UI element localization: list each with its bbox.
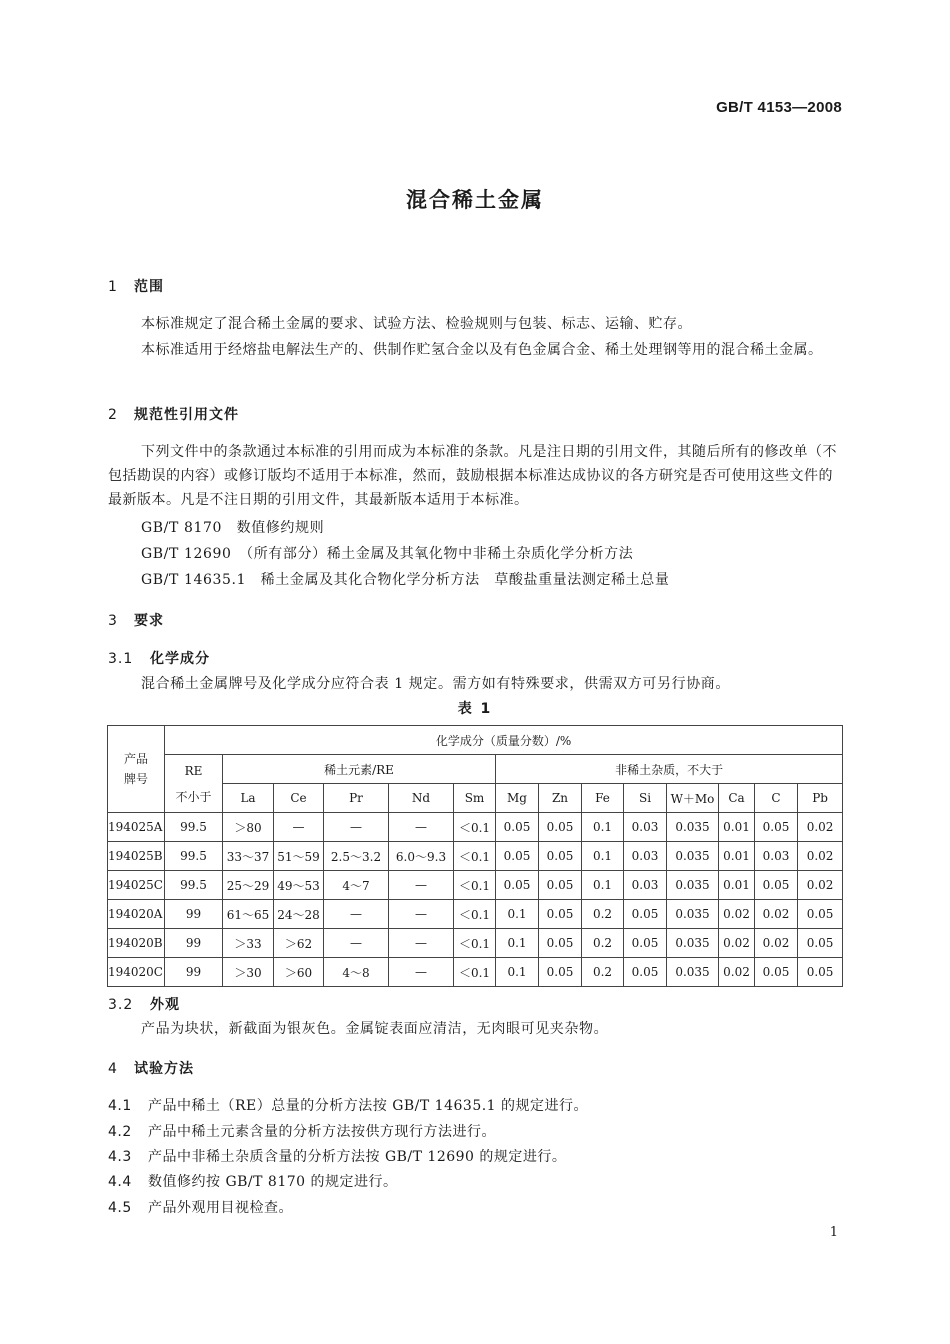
section-number: 3 [108,613,118,629]
value-cell: 0.035 [667,958,719,987]
subsection-title: 外观 [150,997,180,1013]
value-cell: 0.035 [667,929,719,958]
value-cell: 25～29 [223,871,274,900]
subsection-3-2-paragraph: 产品为块状，新截面为银灰色。金属锭表面应清洁，无肉眼可见夹杂物。 [141,1021,609,1037]
value-cell: ＜0.1 [454,842,496,871]
grade-cell: 194020A [108,900,165,929]
value-cell: ＞62 [274,929,324,958]
value-cell: ＜0.1 [454,958,496,987]
section-1-paragraph-1: 本标准规定了混合稀土金属的要求、试验方法、检验规则与包装、标志、运输、贮存。 [141,316,692,332]
value-cell: 0.02 [798,871,843,900]
value-cell: 0.05 [539,929,582,958]
value-cell: 0.05 [496,842,539,871]
page-number: 1 [829,1225,838,1240]
value-cell: — [324,900,389,929]
item-4-4 [108,1171,398,1191]
grade-cell: 194020C [108,958,165,987]
item-text: 产品中稀土（RE）总量的分析方法按 GB/T 14635.1 的规定进行。 [148,1098,589,1114]
column-header: Ce [274,784,324,813]
section-title: 规范性引用文件 [134,407,239,423]
chemical-composition-table [107,725,843,987]
value-cell: 0.02 [719,900,755,929]
value-cell: 6.0～9.3 [389,842,454,871]
section-2-paragraph: 下列文件中的条款通过本标准的引用而成为本标准的条款。凡是注日期的引用文件，其随后所有的修改单（不包括勘误的内容）或修订版均不适用于本标准，然而，鼓励根据本标准达成协议的各方研究是否可使用这些文件的最新版本。凡是不注日期的引用文件，其最新版本适用于本标准。 [108,444,837,508]
column-header: Zn [539,784,582,813]
value-cell: 0.05 [798,958,843,987]
value-cell: — [389,958,454,987]
item-4-1 [108,1095,588,1115]
value-cell: 0.1 [496,958,539,987]
value-cell: 24～28 [274,900,324,929]
value-cell: 0.05 [755,871,798,900]
value-cell: ＞60 [274,958,324,987]
value-cell: 33～37 [223,842,274,871]
value-cell: 0.05 [496,871,539,900]
value-cell: 49～53 [274,871,324,900]
reference-gbt-14635-1: GB/T 14635.1 稀土金属及其化合物化学分析方法 草酸盐重量法测定稀土总量 [141,572,670,588]
value-cell: 0.01 [719,813,755,842]
value-cell: 4～7 [324,871,389,900]
table-caption: 表 1 [457,701,493,717]
column-header: Mg [496,784,539,813]
value-cell: — [389,900,454,929]
reference-gbt-12690: GB/T 12690 （所有部分）稀土金属及其氧化物中非稀土杂质化学分析方法 [141,546,634,562]
value-cell: 0.02 [755,900,798,929]
value-cell: — [389,813,454,842]
item-text: 数值修约按 GB/T 8170 的规定进行。 [148,1174,398,1190]
value-cell: 0.1 [496,929,539,958]
subsection-number: 3.1 [108,651,134,667]
value-cell: ＜0.1 [454,900,496,929]
subsection-3-1-heading [108,648,210,668]
table-row [108,929,843,958]
value-cell: 0.05 [624,929,667,958]
value-cell: 0.03 [755,842,798,871]
section-title: 范围 [134,279,164,295]
subsection-3-1-paragraph: 混合稀土金属牌号及化学成分应符合表 1 规定。需方如有特殊要求，供需双方可另行协商。 [141,676,731,692]
value-cell: 0.01 [719,871,755,900]
value-cell: 0.02 [719,929,755,958]
header-product-grade: 产品牌号 [108,726,165,813]
value-cell: 0.05 [624,958,667,987]
section-1-heading [108,276,164,296]
value-cell: 99.5 [165,842,223,871]
column-header: Nd [389,784,454,813]
item-4-2 [108,1121,496,1141]
item-number: 4.1 [108,1098,132,1114]
value-cell: 61～65 [223,900,274,929]
item-4-3 [108,1146,566,1166]
value-cell: 0.2 [582,929,624,958]
value-cell: 4～8 [324,958,389,987]
value-cell: 0.05 [539,842,582,871]
subsection-title: 化学成分 [150,651,210,667]
item-4-5 [108,1197,293,1217]
value-cell: 99 [165,900,223,929]
value-cell: 0.05 [539,958,582,987]
section-number: 4 [108,1061,118,1077]
column-header: W＋Mo [667,784,719,813]
item-number: 4.5 [108,1200,132,1216]
value-cell: 0.02 [798,813,843,842]
column-header: C [755,784,798,813]
value-cell: 0.2 [582,900,624,929]
value-cell: 0.05 [539,813,582,842]
value-cell: — [389,929,454,958]
value-cell: 0.035 [667,842,719,871]
value-cell: 0.02 [798,842,843,871]
item-number: 4.4 [108,1174,132,1190]
value-cell: 0.1 [496,900,539,929]
value-cell: ＜0.1 [454,813,496,842]
column-header: Si [624,784,667,813]
column-header: Ca [719,784,755,813]
section-title: 要求 [134,613,164,629]
header-rare-earth-elements: 稀土元素/RE [223,755,496,784]
table-row [108,842,843,871]
value-cell: 0.05 [755,813,798,842]
value-cell: 0.1 [582,842,624,871]
header-re: RE [184,763,203,778]
value-cell: 2.5～3.2 [324,842,389,871]
value-cell: 0.05 [798,900,843,929]
value-cell: ＞80 [223,813,274,842]
value-cell: ＜0.1 [454,871,496,900]
section-title: 试验方法 [134,1061,194,1077]
value-cell: 0.035 [667,813,719,842]
value-cell: — [324,813,389,842]
document-title: 混合稀土金属 [406,188,544,212]
reference-gbt-8170: GB/T 8170 数值修约规则 [141,520,325,536]
header-re-min [165,755,223,813]
value-cell: 0.05 [539,900,582,929]
grade-cell: 194025B [108,842,165,871]
table-row [108,871,843,900]
value-cell: 0.035 [667,900,719,929]
value-cell: 99 [165,929,223,958]
grade-cell: 194020B [108,929,165,958]
value-cell: 99 [165,958,223,987]
value-cell: ＜0.1 [454,929,496,958]
grade-cell: 194025A [108,813,165,842]
value-cell: 0.05 [496,813,539,842]
value-cell: — [324,929,389,958]
standard-code: GB/T 4153—2008 [716,99,842,116]
value-cell: 0.03 [624,871,667,900]
value-cell: — [389,871,454,900]
section-2-heading [108,404,239,424]
item-number: 4.3 [108,1149,132,1165]
item-number: 4.2 [108,1124,132,1140]
grade-cell: 194025C [108,871,165,900]
table-row [108,813,843,842]
header-non-rare-earth-impurities: 非稀土杂质，不大于 [496,755,843,784]
value-cell: 0.05 [624,900,667,929]
column-header: La [223,784,274,813]
value-cell: 51～59 [274,842,324,871]
value-cell: ＞33 [223,929,274,958]
value-cell: 0.05 [798,929,843,958]
item-text: 产品中稀土元素含量的分析方法按供方现行方法进行。 [148,1124,496,1140]
column-header: Pb [798,784,843,813]
header-chemical-composition: 化学成分（质量分数）/% [165,726,843,755]
value-cell: ＞30 [223,958,274,987]
value-cell: 99.5 [165,813,223,842]
column-header: Fe [582,784,624,813]
value-cell: 0.03 [624,813,667,842]
value-cell: 99.5 [165,871,223,900]
value-cell: 0.02 [755,929,798,958]
item-text: 产品中非稀土杂质含量的分析方法按 GB/T 12690 的规定进行。 [148,1149,567,1165]
value-cell: 0.1 [582,871,624,900]
subsection-3-2-heading [108,994,180,1014]
header-not-less-than: 不小于 [175,789,212,804]
column-header: Sm [454,784,496,813]
section-number: 1 [108,279,118,295]
section-1-paragraph-2: 本标准适用于经熔盐电解法生产的、供制作贮氢合金以及有色金属合金、稀土处理钢等用的混合稀土金属。 [141,342,823,358]
section-number: 2 [108,407,118,423]
value-cell: 0.2 [582,958,624,987]
column-header: Pr [324,784,389,813]
table-row [108,900,843,929]
section-3-heading [108,610,164,630]
value-cell: 0.05 [539,871,582,900]
item-text: 产品外观用目视检查。 [148,1200,293,1216]
value-cell: 0.1 [582,813,624,842]
value-cell: 0.035 [667,871,719,900]
value-cell: 0.02 [719,958,755,987]
table-row [108,958,843,987]
value-cell: 0.01 [719,842,755,871]
value-cell: 0.03 [624,842,667,871]
subsection-number: 3.2 [108,997,134,1013]
value-cell: — [274,813,324,842]
section-4-heading [108,1058,194,1078]
value-cell: 0.05 [755,958,798,987]
